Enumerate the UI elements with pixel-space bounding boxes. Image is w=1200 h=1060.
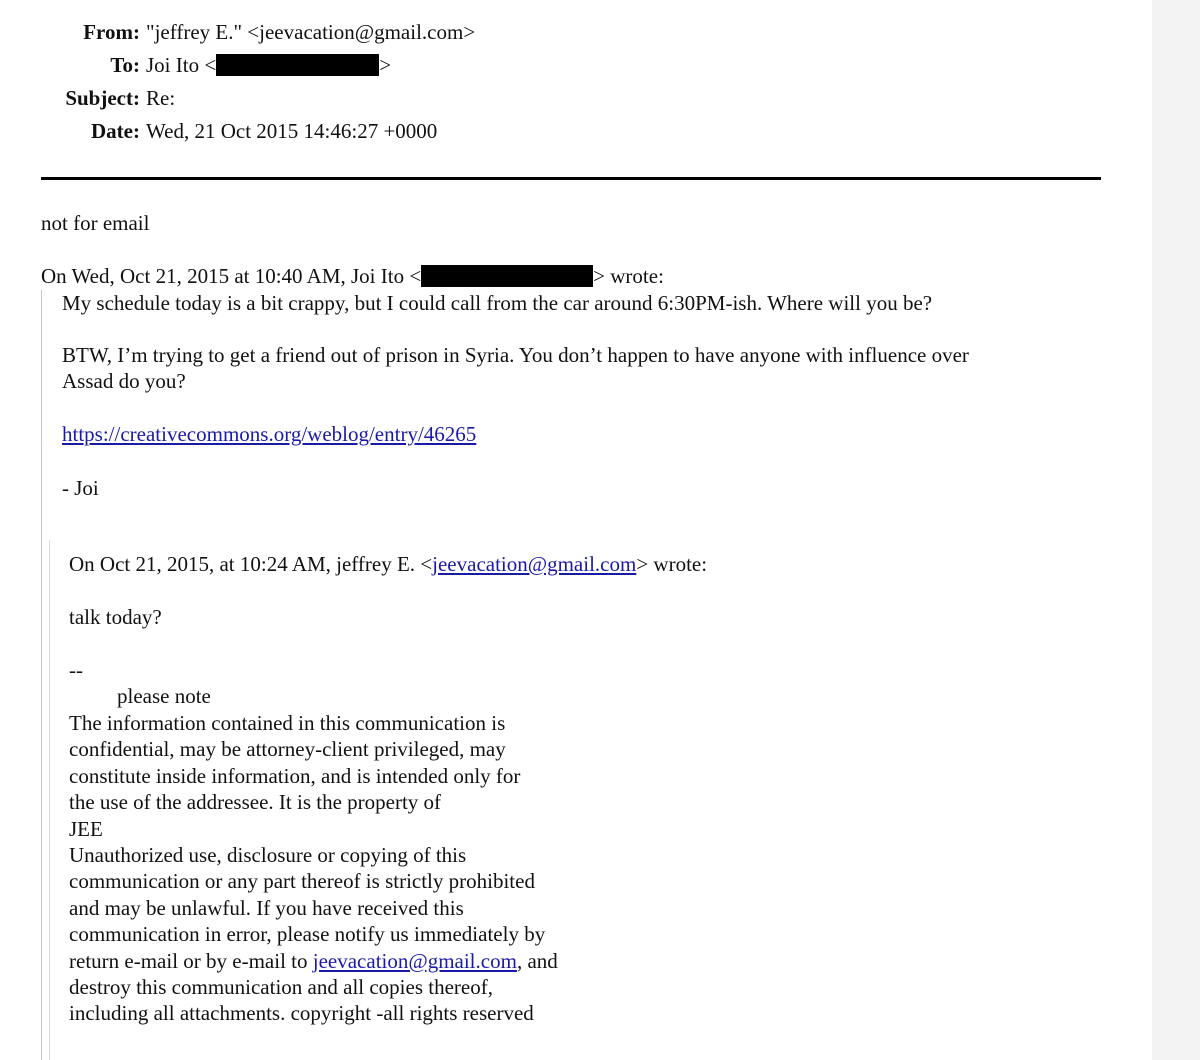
disclaimer-line: destroy this communication and all copies thereof, bbox=[69, 975, 493, 1000]
subject-value: Re: bbox=[146, 86, 176, 110]
disclaimer-line: constitute inside information, and is intended only for bbox=[69, 763, 521, 788]
creativecommons-link[interactable]: https://creativecommons.org/weblog/entry/46265 bbox=[62, 422, 477, 446]
page-margin-strip bbox=[1152, 0, 1200, 1060]
to-row bbox=[0, 52, 391, 78]
to-name: Joi Ito < bbox=[146, 53, 217, 77]
signature-separator: -- bbox=[69, 658, 83, 682]
from-row bbox=[0, 19, 475, 45]
quote2-intro bbox=[69, 551, 707, 577]
quote1-link-row bbox=[62, 421, 476, 447]
reply-text: not for email bbox=[41, 211, 150, 235]
disclaimer-line: the use of the addressee. It is the property of bbox=[69, 790, 442, 815]
disclaimer-line: including all attachments. copyright -all rights reserved bbox=[69, 1001, 534, 1026]
subject-row bbox=[0, 85, 175, 111]
disclaimer-line: and may be unlawful. If you have received this bbox=[69, 895, 464, 920]
disclaimer-line: The information contained in this communication is bbox=[69, 711, 506, 735]
disclaimer-block bbox=[69, 710, 558, 1027]
disclaimer-line: communication in error, please notify us immediately by bbox=[69, 922, 546, 947]
redacted-email bbox=[216, 54, 379, 76]
from-value: "jeffrey E." <jeevacation@gmail.com> bbox=[146, 20, 476, 44]
quote-bar-inner bbox=[49, 540, 50, 1060]
disclaimer-line: confidential, may be attorney-client privileged, may bbox=[69, 737, 506, 762]
quote1-line2: BTW, I’m trying to get a friend out of prison in Syria. You don’t happen to have anyone with influence over bbox=[62, 343, 969, 367]
date-value: Wed, 21 Oct 2015 14:46:27 +0000 bbox=[146, 119, 438, 143]
date-label: Date: bbox=[91, 119, 140, 143]
quote1-intro bbox=[41, 263, 664, 289]
quote1-line3: Assad do you? bbox=[62, 369, 186, 393]
disclaimer-line10-post: , and bbox=[516, 948, 558, 973]
disclaimer-line-email bbox=[69, 948, 558, 974]
from-label: From: bbox=[83, 20, 140, 44]
subject-label: Subject: bbox=[65, 86, 140, 110]
disclaimer-email-link[interactable]: jeevacation@gmail.com bbox=[312, 948, 517, 973]
quote1-intro-post: > wrote: bbox=[593, 264, 664, 288]
quote2-intro-pre: On Oct 21, 2015, at 10:24 AM, jeffrey E. < bbox=[69, 552, 433, 576]
date-row bbox=[0, 118, 437, 144]
header-divider bbox=[41, 177, 1101, 180]
quote2-text: talk today? bbox=[69, 605, 162, 629]
quote1-intro-pre: On Wed, Oct 21, 2015 at 10:40 AM, Joi Ito < bbox=[41, 264, 422, 288]
to-close: > bbox=[379, 53, 392, 77]
disclaimer-line: JEE bbox=[69, 816, 103, 841]
signature-note: please note bbox=[117, 684, 211, 708]
jeevacation-email-link[interactable]: jeevacation@gmail.com bbox=[432, 552, 637, 576]
quote1-line1: My schedule today is a bit crappy, but I could call from the car around 6:30PM-ish. Where will you be? bbox=[62, 291, 933, 315]
disclaimer-line10-pre: return e-mail or by e-mail to bbox=[69, 948, 313, 973]
quote2-intro-post: > wrote: bbox=[636, 552, 708, 576]
to-label: To: bbox=[110, 53, 140, 77]
redacted-email bbox=[421, 265, 593, 287]
quote-bar-outer bbox=[41, 290, 42, 1060]
disclaimer-line: communication or any part thereof is strictly prohibited bbox=[69, 869, 535, 894]
disclaimer-line: Unauthorized use, disclosure or copying of this bbox=[69, 843, 467, 868]
quote1-sign: - Joi bbox=[62, 476, 99, 500]
